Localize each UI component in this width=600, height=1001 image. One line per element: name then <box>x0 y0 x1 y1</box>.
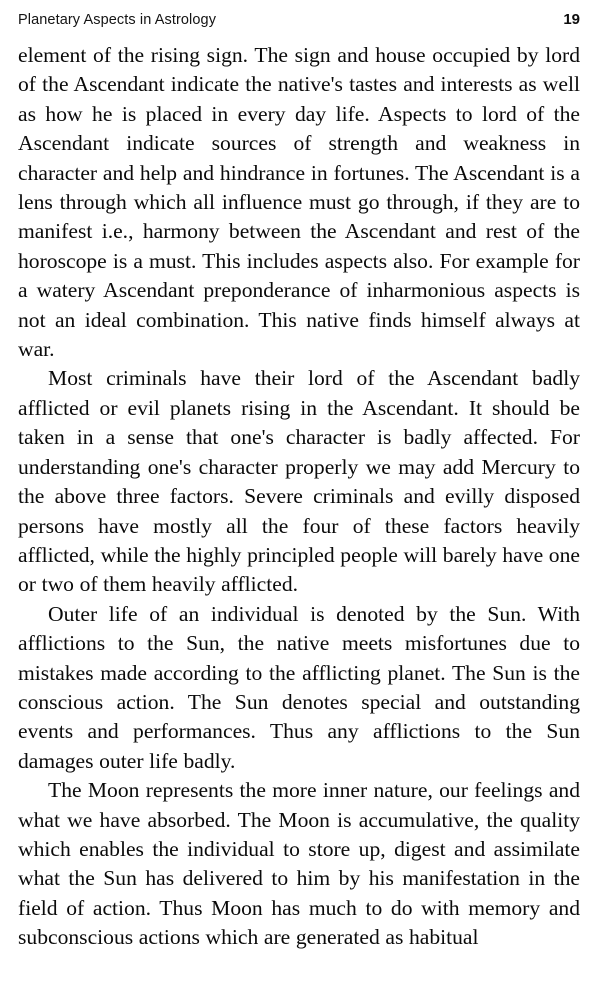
running-head-title: Planetary Aspects in Astrology <box>18 12 217 28</box>
running-head <box>18 11 580 33</box>
paragraph: element of the rising sign. The sign and house occupied by lord of the Ascendant indicate the native's tastes and interests as well as how he is placed in every day life. Aspects to lord of the Ascendant indicate sources of strength and weakness in character and help and hindrance in fortunes. The Ascendant is a lens through which all influence must go through, if they are to manifest i.e., harmony between the Ascendant and rest of the horoscope is a must. This includes aspects also. For example for a watery Ascendant preponderance of inharmonious aspects is not an ideal combination. This native finds himself always at war. <box>18 43 580 362</box>
body-text-column <box>18 41 580 953</box>
paragraph: The Moon represents the more inner nature, our feelings and what we have absorbed. The Moon is accumulative, the quality which enables the individual to store up, digest and assimilate what the Sun has delivered to him by his manifestation in the field of action. Thus Moon has much to do with memory and subconscious actions which are generated as habitual <box>18 778 580 950</box>
paragraph: Most criminals have their lord of the Ascendant badly afflicted or evil planets rising in the Ascendant. It should be taken in a sense that one's character is badly affected. For understanding one's character properly we may add Mercury to the above three factors. Severe criminals and evilly disposed persons have mostly all the four of these factors heavily afflicted, while the highly principled people will barely have one or two of them heavily afflicted. <box>18 366 580 597</box>
paragraph: Outer life of an individual is denoted by the Sun. With afflictions to the Sun, the native meets misfortunes due to mistakes made according to the afflicting planet. The Sun is the conscious action. The Sun denotes special and outstanding events and performances. Thus any afflictions to the Sun damages outer life badly. <box>18 601 580 773</box>
page-number: 19 <box>563 11 580 28</box>
